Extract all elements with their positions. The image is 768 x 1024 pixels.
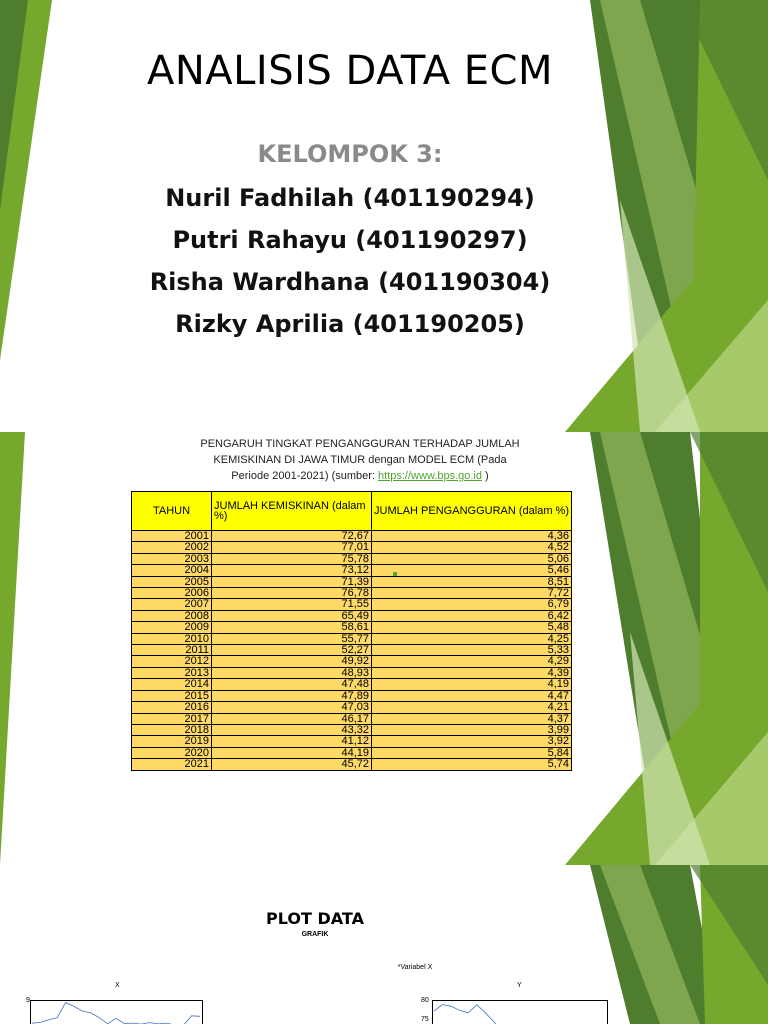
cell-poverty: 43,32 [212,724,372,735]
table-row [132,542,572,553]
cell-year: 2008 [132,610,212,621]
cell-unemployment: 4,21 [372,702,572,713]
table-row [132,645,572,656]
table-body [132,531,572,771]
cell-unemployment: 8,51 [372,576,572,587]
cell-poverty: 44,19 [212,747,372,758]
mini-chart-x [30,1000,205,1024]
table-row [132,759,572,770]
axis-tick: 75 [421,1016,429,1023]
variable-note: *Variabel X [397,964,433,971]
cell-year: 2005 [132,576,212,587]
table-row [132,610,572,621]
table-header-row [132,492,572,531]
caption-text: Periode 2001-2021) (sumber: [231,470,379,482]
cell-year: 2004 [132,565,212,576]
column-header: TAHUN [132,492,212,531]
caption-line [150,468,570,484]
cell-poverty: 73,12 [212,565,372,576]
cell-unemployment: 4,39 [372,667,572,678]
cell-poverty: 71,39 [212,576,372,587]
cell-unemployment: 5,06 [372,553,572,564]
cell-year: 2015 [132,690,212,701]
cell-unemployment: 5,48 [372,622,572,633]
member-name: Putri Rahayu (401190297) [172,226,528,254]
cell-poverty: 72,67 [212,531,372,542]
cell-unemployment: 3,92 [372,736,572,747]
cell-unemployment: 4,25 [372,633,572,644]
cell-year: 2001 [132,531,212,542]
cell-poverty: 65,49 [212,610,372,621]
series-line [32,1003,200,1024]
series-line [434,1005,605,1024]
cell-poverty: 45,72 [212,759,372,770]
cell-unemployment: 4,36 [372,531,572,542]
cell-unemployment: 3,99 [372,724,572,735]
table-row [132,576,572,587]
cell-unemployment: 5,84 [372,747,572,758]
cell-poverty: 52,27 [212,645,372,656]
cell-poverty: 77,01 [212,542,372,553]
table-row [132,622,572,633]
table-row [132,599,572,610]
cell-year: 2009 [132,622,212,633]
cell-year: 2006 [132,588,212,599]
cell-poverty: 71,55 [212,599,372,610]
member-name: Risha Wardhana (401190304) [149,268,551,296]
cell-year: 2011 [132,645,212,656]
table-row [132,656,572,667]
cell-year: 2012 [132,656,212,667]
table-row [132,565,572,576]
cell-poverty: 76,78 [212,588,372,599]
cell-unemployment: 6,79 [372,599,572,610]
cell-unemployment: 5,46 [372,565,572,576]
cell-poverty: 47,03 [212,702,372,713]
cell-poverty: 75,78 [212,553,372,564]
caption-text: ) [481,470,489,482]
data-table [131,491,572,771]
plot-subtitle: GRAFIK [301,931,329,938]
table-row [132,724,572,735]
cell-unemployment: 5,33 [372,645,572,656]
cell-unemployment: 4,47 [372,690,572,701]
cell-poverty: 48,93 [212,667,372,678]
group-label: KELOMPOK 3: [257,140,443,168]
cell-unemployment: 5,74 [372,759,572,770]
cell-poverty: 55,77 [212,633,372,644]
cell-unemployment: 4,52 [372,542,572,553]
cell-year: 2007 [132,599,212,610]
table-row [132,633,572,644]
table-row [132,531,572,542]
slide-title [0,0,768,432]
table-row [132,702,572,713]
table-row [132,690,572,701]
cell-unemployment: 4,37 [372,713,572,724]
table-row [132,588,572,599]
cell-poverty: 41,12 [212,736,372,747]
table-row [132,713,572,724]
source-link[interactable]: https://www.bps.go.id [378,470,482,482]
cell-poverty: 47,48 [212,679,372,690]
table-caption [150,436,570,484]
cell-year: 2016 [132,702,212,713]
cell-year: 2002 [132,542,212,553]
cell-year: 2003 [132,553,212,564]
member-name: Rizky Aprilia (401190205) [175,310,525,338]
cell-unemployment: 4,29 [372,656,572,667]
table-row [132,553,572,564]
cell-year: 2020 [132,747,212,758]
cell-unemployment: 6,42 [372,610,572,621]
table-row [132,667,572,678]
chart-frame [433,1001,608,1024]
caption-line: KEMISKINAN DI JAWA TIMUR dengan MODEL ECM (Pada [213,454,507,466]
axis-tick: 9 [26,997,30,1004]
table-row [132,736,572,747]
cell-year: 2014 [132,679,212,690]
stray-mark [393,572,397,576]
table-row [132,747,572,758]
slide-plot-data [0,865,768,1024]
cell-year: 2019 [132,736,212,747]
member-name: Nuril Fadhilah (401190294) [165,184,535,212]
cell-year: 2021 [132,759,212,770]
chart-x-label: X [115,982,120,989]
plot-title: PLOT DATA [266,909,364,928]
column-header: JUMLAH PENGANGGURAN (dalam %) [372,492,572,531]
cell-year: 2013 [132,667,212,678]
cell-poverty: 46,17 [212,713,372,724]
cell-year: 2017 [132,713,212,724]
mini-chart-y [432,1000,610,1024]
table-row [132,679,572,690]
chart-frame [31,1001,203,1024]
cell-year: 2010 [132,633,212,644]
cell-unemployment: 4,19 [372,679,572,690]
column-header: JUMLAH KEMISKINAN (dalam %) [212,492,372,531]
slide-title-text: ANALISIS DATA ECM [147,48,553,94]
cell-unemployment: 7,72 [372,588,572,599]
cell-poverty: 58,61 [212,622,372,633]
cell-poverty: 49,92 [212,656,372,667]
chart-y-label: Y [517,982,522,989]
cell-year: 2018 [132,724,212,735]
caption-line: PENGARUH TINGKAT PENGANGGURAN TERHADAP JUMLAH [200,438,520,450]
axis-tick: 80 [421,997,429,1004]
cell-poverty: 47,89 [212,690,372,701]
